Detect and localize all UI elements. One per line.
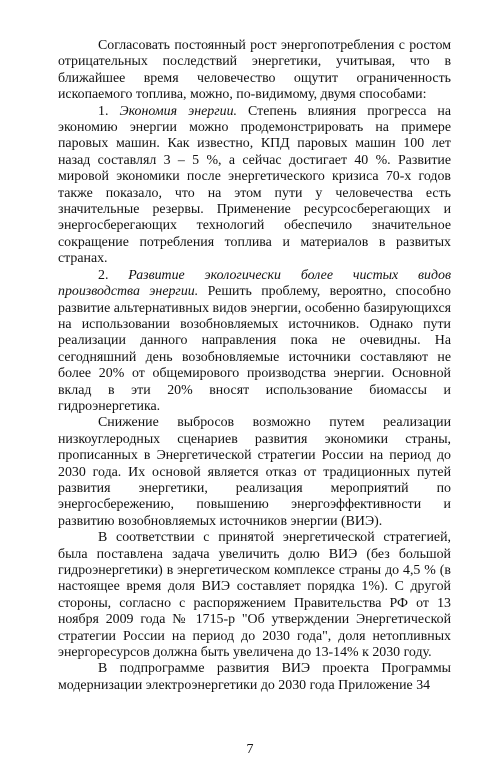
paragraph-intro	[58, 38, 451, 104]
paragraph-body-text: В подпрограмме развития ВИЭ проекта Программы модернизации электроэнергетики до 2030 года Приложение 34	[58, 661, 451, 693]
paragraph-strategy	[58, 530, 451, 661]
paragraph-intro-text: Согласовать постоянный рост энергопотребления с ростом отрицательных последствий энергетики, учитывая, что в ближайшее время человечество ощутит ограниченность ископаемого топлива, можно, по-видимому, двумя способами:	[58, 38, 451, 103]
page-number: 7	[246, 742, 254, 757]
paragraph-clean-energy	[58, 268, 451, 416]
paragraph-subprogram	[58, 661, 451, 694]
paragraph-heading-italic: Развитие экологически более чистых видов производства энергии.	[58, 267, 451, 300]
paragraph-emissions	[58, 415, 451, 530]
paragraph-body-text: Решить проблему, вероятно, способно развитие альтернативных видов энергии, особенно базирующихся на использовании возобновляемых источников. Однако пути реализации данного направления пока не очевидны. На сегодняшний день возобновляемые источники составляют не более 20% от общемирового производства энергии. Основной вклад в эти 20% вносят использование биомассы и гидроэнергетика.	[58, 284, 452, 414]
paragraph-number: 1.	[98, 103, 120, 119]
paragraph-body-text: Степень влияния прогресса на экономию энергии можно продемонстрировать на примере паровых машин. Как известно, КПД паровых машин 100 лет назад составлял 3 – 5 %, а сейчас достигает 40 %. Развитие мировой экономики после энергетического кризиса 70-х годов также показало, что на этом пути у человечества есть значительные резервы. Применение ресурсосберегающих и энергосберегающих технологий обеспечило значительное сокращение потребления топлива и материалов в развитых странах.	[58, 103, 452, 267]
paragraph-number: 2.	[98, 267, 129, 283]
paragraph-body-text: В соответствии с принятой энергетической стратегией, была поставлена задача увеличить долю ВИЭ (без большой гидроэнергетики) в энергетическом комплексе страны до 4,5 % (в настоящее время доля ВИЭ составляет порядка 1%). С другой стороны, согласно с распоряжением Правительства РФ от 13 ноября 2009 года № 1715-р "Об утверждении Энергетической стратегии России на период до 2030 года", доля нетопливных энергоресурсов должна быть увеличена до 13-14% к 2030 году.	[58, 530, 451, 661]
paragraph-energy-saving	[58, 104, 451, 268]
paragraph-body-text: Снижение выбросов возможно путем реализации низкоуглеродных сценариев развития экономики страны, прописанных в Энергетической стратегии России на период до 2030 года. Их основой является отказ от традиционных путей развития энергетики, реализация мероприятий по энергосбережению, повышению энергоэффективности и развитию возобновляемых источников энергии (ВИЭ).	[58, 415, 451, 529]
paragraph-heading-italic: Экономия энергии.	[119, 103, 238, 119]
